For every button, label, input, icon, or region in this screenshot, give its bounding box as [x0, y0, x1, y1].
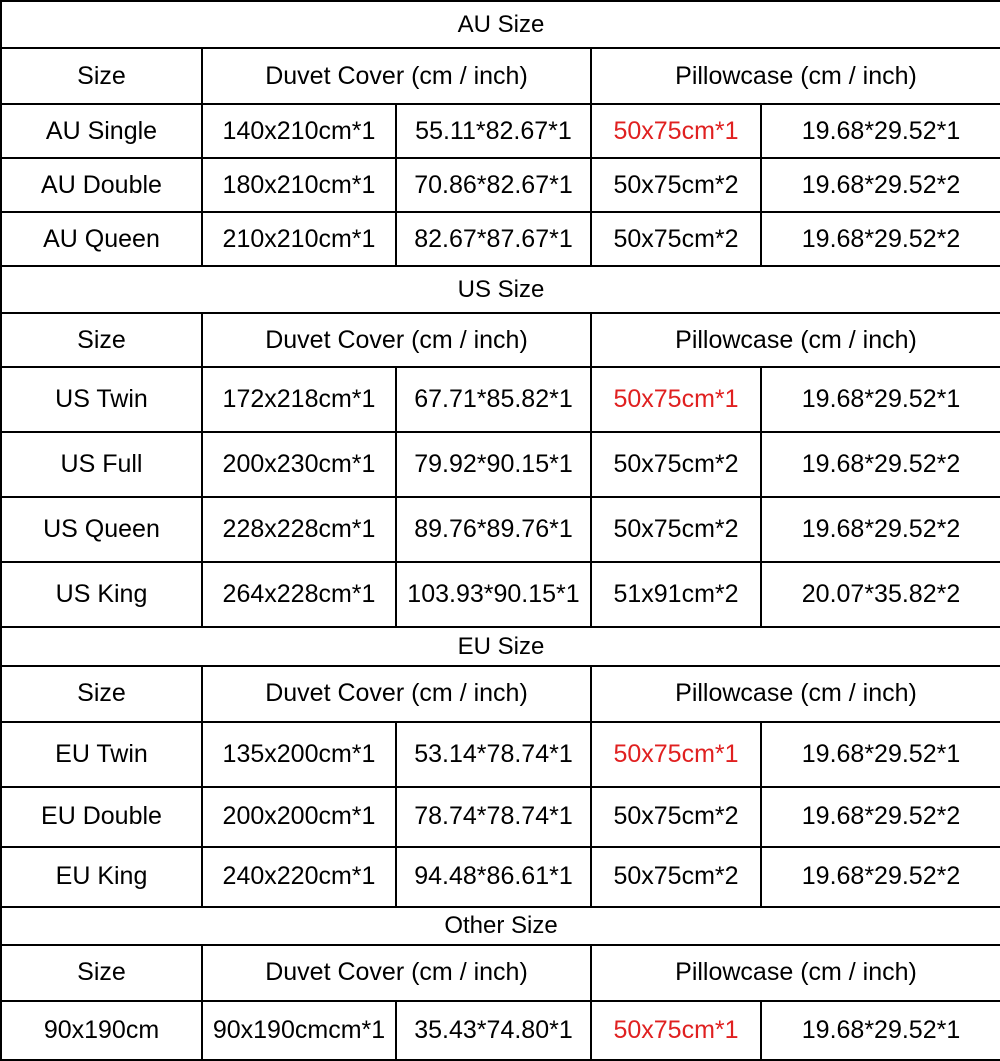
pillow-inch: 19.68*29.52*1 — [761, 104, 1000, 158]
duvet-inch: 55.11*82.67*1 — [396, 104, 591, 158]
pillow-inch: 19.68*29.52*2 — [761, 158, 1000, 212]
duvet-cm: 172x218cm*1 — [202, 367, 396, 432]
duvet-cm: 90x190cmcm*1 — [202, 1001, 396, 1060]
section-title: AU Size — [1, 1, 1000, 48]
duvet-inch: 67.71*85.82*1 — [396, 367, 591, 432]
pillow-cm: 50x75cm*2 — [591, 847, 761, 907]
pillow-cm: 51x91cm*2 — [591, 562, 761, 627]
pillow-inch: 19.68*29.52*2 — [761, 212, 1000, 266]
size-name: EU Twin — [1, 722, 202, 787]
duvet-inch: 103.93*90.15*1 — [396, 562, 591, 627]
table-row — [1, 432, 1000, 497]
pillow-inch: 19.68*29.52*2 — [761, 432, 1000, 497]
header-duvet-cover: Duvet Cover (cm / inch) — [202, 666, 591, 722]
duvet-cm: 200x200cm*1 — [202, 787, 396, 847]
size-name: AU Single — [1, 104, 202, 158]
table-row — [1, 158, 1000, 212]
pillow-inch: 19.68*29.52*1 — [761, 1001, 1000, 1060]
duvet-inch: 35.43*74.80*1 — [396, 1001, 591, 1060]
size-name: US Full — [1, 432, 202, 497]
duvet-cm: 240x220cm*1 — [202, 847, 396, 907]
pillow-cm: 50x75cm*1 — [591, 104, 761, 158]
header-size: Size — [1, 666, 202, 722]
table-row — [1, 497, 1000, 562]
duvet-inch: 53.14*78.74*1 — [396, 722, 591, 787]
table-row — [1, 212, 1000, 266]
size-name: US King — [1, 562, 202, 627]
duvet-cm: 180x210cm*1 — [202, 158, 396, 212]
pillow-inch: 19.68*29.52*2 — [761, 787, 1000, 847]
header-pillowcase: Pillowcase (cm / inch) — [591, 945, 1000, 1001]
header-pillowcase: Pillowcase (cm / inch) — [591, 48, 1000, 104]
duvet-cm: 264x228cm*1 — [202, 562, 396, 627]
pillow-inch: 19.68*29.52*2 — [761, 497, 1000, 562]
pillow-inch: 20.07*35.82*2 — [761, 562, 1000, 627]
table-row — [1, 787, 1000, 847]
duvet-cm: 228x228cm*1 — [202, 497, 396, 562]
size-name: AU Queen — [1, 212, 202, 266]
header-pillowcase: Pillowcase (cm / inch) — [591, 313, 1000, 367]
table-row — [1, 722, 1000, 787]
duvet-inch: 94.48*86.61*1 — [396, 847, 591, 907]
duvet-inch: 79.92*90.15*1 — [396, 432, 591, 497]
pillow-cm: 50x75cm*2 — [591, 212, 761, 266]
pillow-cm: 50x75cm*2 — [591, 158, 761, 212]
header-duvet-cover: Duvet Cover (cm / inch) — [202, 945, 591, 1001]
duvet-cm: 200x230cm*1 — [202, 432, 396, 497]
size-name: AU Double — [1, 158, 202, 212]
table-row — [1, 847, 1000, 907]
pillow-cm: 50x75cm*1 — [591, 367, 761, 432]
pillow-cm: 50x75cm*1 — [591, 722, 761, 787]
table-row — [1, 1001, 1000, 1060]
size-name: EU King — [1, 847, 202, 907]
size-name: US Twin — [1, 367, 202, 432]
duvet-cm: 135x200cm*1 — [202, 722, 396, 787]
section-title: Other Size — [1, 907, 1000, 945]
table-row — [1, 104, 1000, 158]
table-row — [1, 367, 1000, 432]
duvet-inch: 82.67*87.67*1 — [396, 212, 591, 266]
table-row — [1, 562, 1000, 627]
header-size: Size — [1, 48, 202, 104]
size-chart-body — [1, 1, 1000, 1060]
pillow-cm: 50x75cm*1 — [591, 1001, 761, 1060]
pillow-inch: 19.68*29.52*1 — [761, 367, 1000, 432]
section-title: EU Size — [1, 627, 1000, 665]
header-size: Size — [1, 313, 202, 367]
header-duvet-cover: Duvet Cover (cm / inch) — [202, 48, 591, 104]
header-duvet-cover: Duvet Cover (cm / inch) — [202, 313, 591, 367]
size-name: EU Double — [1, 787, 202, 847]
pillow-cm: 50x75cm*2 — [591, 497, 761, 562]
size-name: 90x190cm — [1, 1001, 202, 1060]
pillow-cm: 50x75cm*2 — [591, 787, 761, 847]
duvet-cm: 140x210cm*1 — [202, 104, 396, 158]
duvet-inch: 70.86*82.67*1 — [396, 158, 591, 212]
duvet-inch: 78.74*78.74*1 — [396, 787, 591, 847]
pillow-inch: 19.68*29.52*1 — [761, 722, 1000, 787]
pillow-inch: 19.68*29.52*2 — [761, 847, 1000, 907]
size-name: US Queen — [1, 497, 202, 562]
duvet-cm: 210x210cm*1 — [202, 212, 396, 266]
header-pillowcase: Pillowcase (cm / inch) — [591, 666, 1000, 722]
pillow-cm: 50x75cm*2 — [591, 432, 761, 497]
header-size: Size — [1, 945, 202, 1001]
duvet-inch: 89.76*89.76*1 — [396, 497, 591, 562]
section-title: US Size — [1, 266, 1000, 313]
